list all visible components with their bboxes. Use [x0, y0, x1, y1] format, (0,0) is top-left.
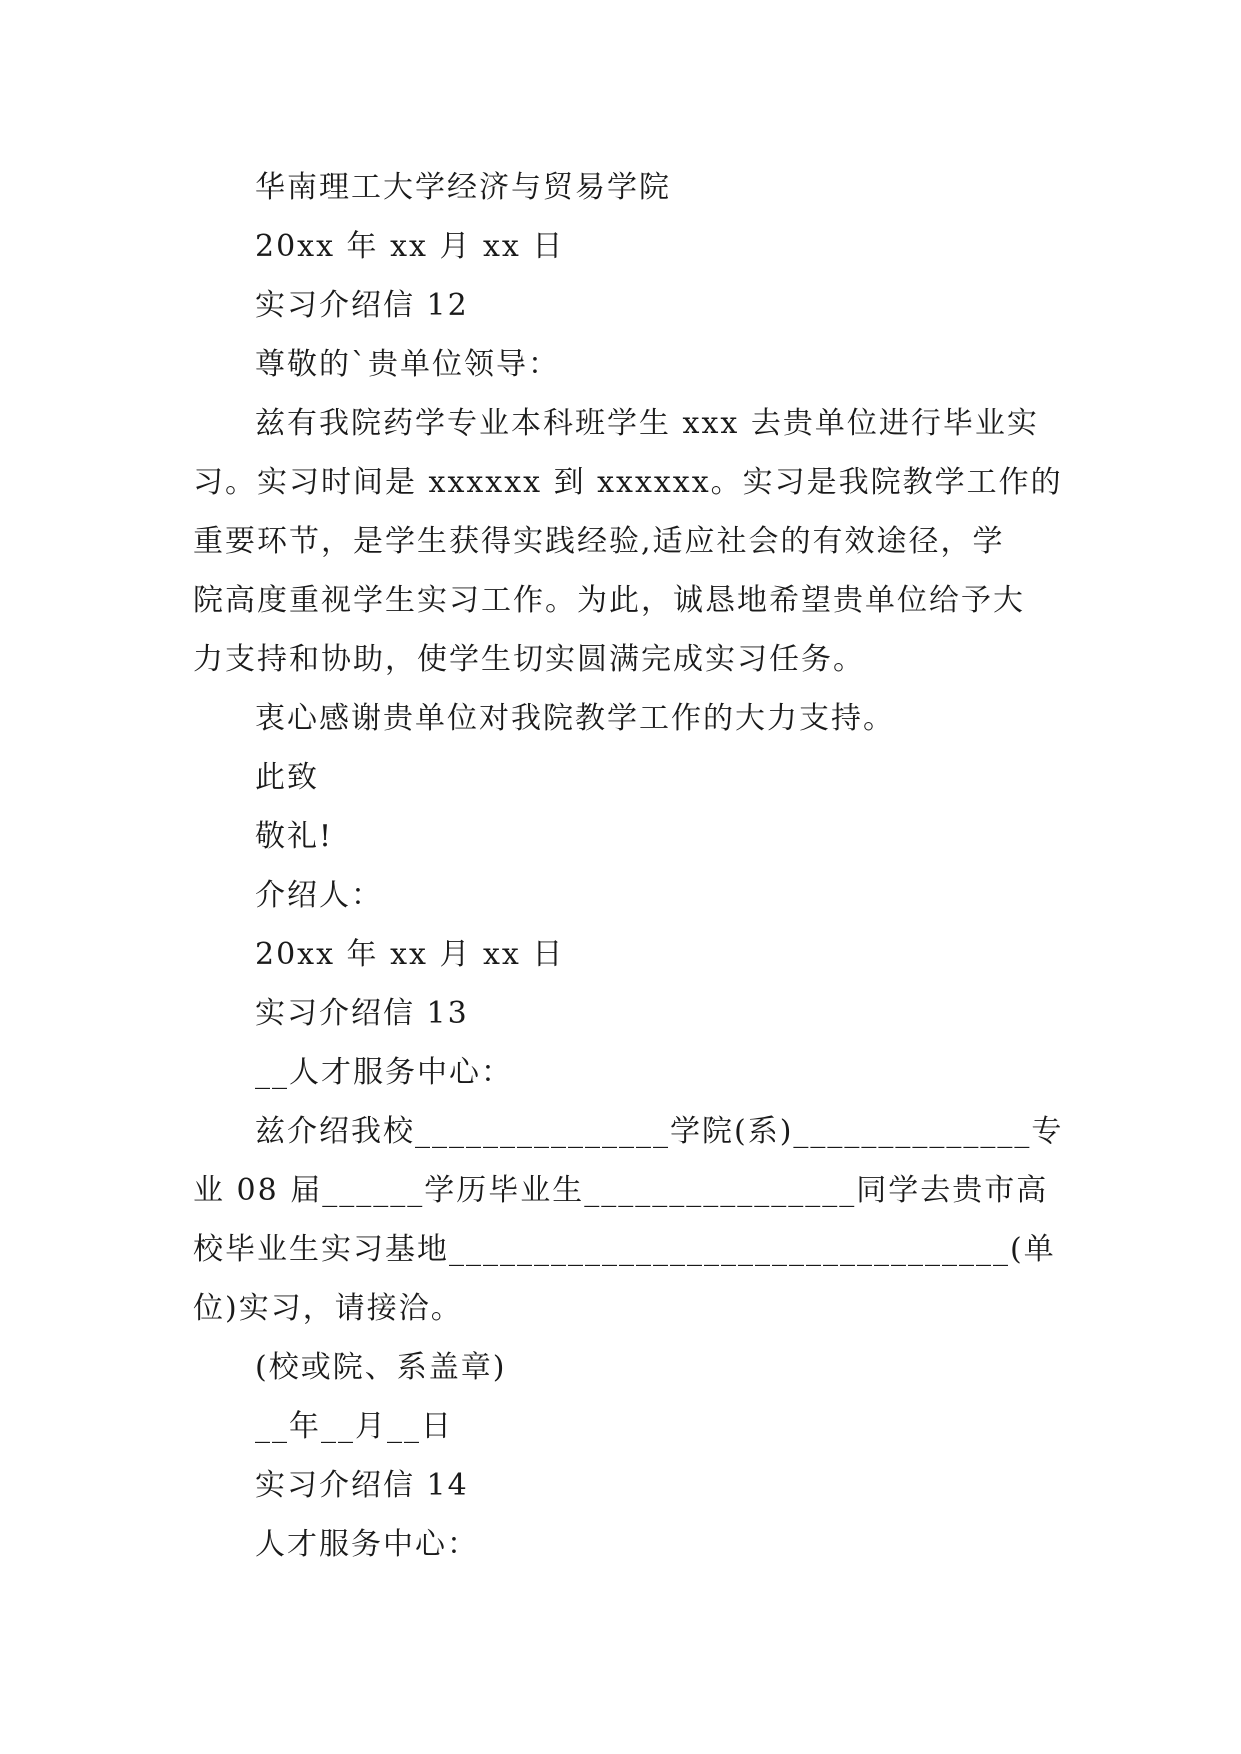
blank-date-line: __年__月__日 [255, 1409, 453, 1444]
school-name: 华南理工大学经济与贸易学院 [255, 170, 671, 205]
recipient-line: 人才服务中心： [255, 1527, 479, 1562]
body-paragraph-2 [193, 1102, 1064, 1338]
document-body [193, 158, 1064, 1574]
salutation: 尊敬的`贵单位领导： [255, 347, 560, 382]
paragraph-line: 兹有我院药学专业本科班学生 xxx 去贵单位进行毕业实 [255, 406, 1039, 441]
paragraph-line: 兹介绍我校_______________学院(系)______________专 [255, 1114, 1064, 1149]
recipient-line: __人才服务中心： [255, 1055, 513, 1090]
body-paragraph-1 [193, 394, 1063, 689]
paragraph-line: 重要环节，是学生获得实践经验,适应社会的有效途径，学 [193, 524, 1005, 559]
date-line: 20xx 年 xx 月 xx 日 [255, 229, 565, 264]
date-line: 20xx 年 xx 月 xx 日 [255, 937, 565, 972]
paragraph-line: 院高度重视学生实习工作。为此，诚恳地希望贵单位给予大 [193, 583, 1025, 618]
introducer-line: 介绍人： [255, 878, 383, 913]
paragraph-line: 位)实习，请接洽。 [193, 1291, 463, 1326]
letter-heading-14: 实习介绍信 14 [255, 1468, 469, 1503]
thanks-line: 衷心感谢贵单位对我院教学工作的大力支持。 [255, 701, 895, 736]
closing-line: 此致 [255, 760, 319, 795]
regards-line: 敬礼! [255, 819, 334, 854]
paragraph-line: 习。实习时间是 xxxxxx 到 xxxxxx。实习是我院教学工作的 [193, 465, 1063, 500]
paragraph-line: 校毕业生实习基地_________________________________(单 [193, 1232, 1056, 1267]
letter-heading-12: 实习介绍信 12 [255, 288, 469, 323]
paragraph-line: 业 08 届______学历毕业生________________同学去贵市高 [193, 1173, 1049, 1208]
letter-heading-13: 实习介绍信 13 [255, 996, 469, 1031]
seal-line: (校或院、系盖章) [255, 1350, 507, 1385]
paragraph-line: 力支持和协助，使学生切实圆满完成实习任务。 [193, 642, 865, 677]
